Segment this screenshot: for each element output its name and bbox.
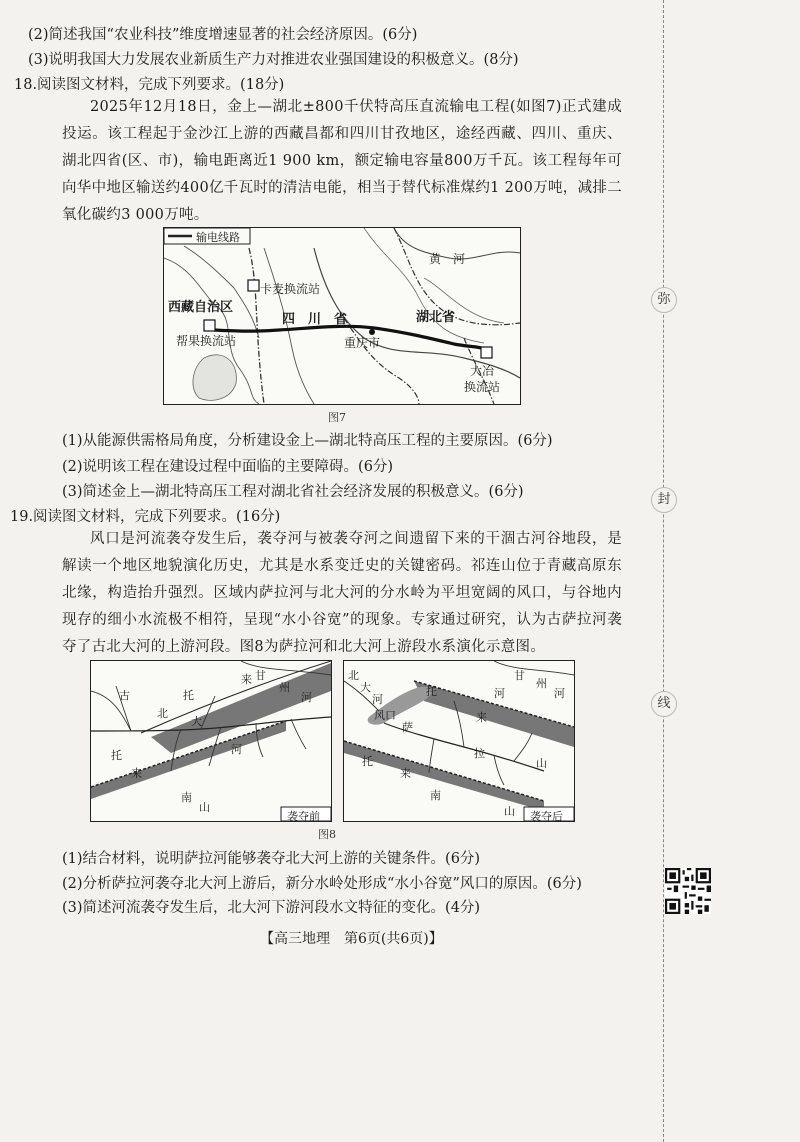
fig8r-fengkou: 风口 bbox=[374, 709, 396, 722]
q19-sub2: (2)分析萨拉河袭夺北大河上游后，新分水岭处形成“水小谷宽”风口的原因。(6分) bbox=[62, 876, 582, 892]
q18-sub1: (1)从能源供需格局角度，分析建设金上—湖北特高压工程的主要原因。(6分) bbox=[62, 433, 553, 449]
qr-code-icon bbox=[665, 868, 711, 914]
fig8r-tuo: 托 bbox=[426, 685, 437, 698]
fig8r-da: 大 bbox=[360, 681, 371, 694]
fig8-before-drawing bbox=[91, 661, 331, 821]
seal-char-feng: 封 bbox=[651, 487, 677, 513]
fig8r-he-bei: 河 bbox=[372, 693, 383, 706]
fig8l-ganzhou-2: 州 bbox=[279, 681, 290, 694]
map-label-kamai: 卡麦换流站 bbox=[260, 282, 321, 296]
fig8r-lai-low: 来 bbox=[400, 767, 411, 780]
q18-sub2: (2)说明该工程在建设过程中面临的主要障碍。(6分) bbox=[62, 459, 394, 475]
fig8r-lai: 来 bbox=[476, 711, 487, 724]
fig8r-shan: 山 bbox=[536, 757, 547, 770]
figure-8-after bbox=[343, 660, 575, 822]
q18-heading: 18.阅读图文材料，完成下列要求。(18分) bbox=[14, 77, 285, 93]
q19-sub3: (3)简述河流袭夺发生后，北大河下游河段水文特征的变化。(4分) bbox=[62, 900, 481, 916]
map-label-bangguo: 帮果换流站 bbox=[176, 334, 237, 348]
fig8l-nan: 南 bbox=[181, 791, 192, 804]
fig8r-nan: 南 bbox=[430, 789, 441, 802]
q18-paragraph: 2025年12月18日，金上—湖北±800千伏特高压直流输电工程(如图7)正式建成投运。该工程起于金沙江上游的西藏昌都和四川甘孜地区，途经西藏、四川、重庆、湖北四省(区、市)，输电距离近1 900 km，额定输电容量800万千瓦。该工程每年可向华中地区输送约400亿千瓦时的清洁电能，相当于替代标准煤约1 200万吨，减排二氧化碳约3 000万吨。 bbox=[62, 99, 622, 223]
fig8l-tuo: 托 bbox=[183, 689, 194, 702]
fig8l-tuo-low: 托 bbox=[111, 749, 122, 762]
map-label-tibet: 西藏自治区 bbox=[168, 300, 234, 315]
fig8r-tuo-low: 托 bbox=[362, 755, 373, 768]
seal-char-mi: 弥 bbox=[651, 287, 677, 313]
fig8l-ganzhou-3: 河 bbox=[301, 691, 312, 704]
fig8l-lai: 来 bbox=[241, 673, 252, 686]
q19-heading: 19.阅读图文材料，完成下列要求。(16分) bbox=[10, 509, 281, 525]
fig8r-ganzhou-3: 河 bbox=[554, 687, 565, 700]
map-legend-label: 输电线路 bbox=[196, 231, 240, 244]
fig8r-ganzhou-2: 州 bbox=[536, 677, 547, 690]
fig8l-lai-low: 来 bbox=[131, 767, 142, 780]
figure-7-map bbox=[163, 227, 521, 405]
map-label-chongqing: 重庆市 bbox=[344, 336, 381, 350]
map-label-yellow-river: 黄 河 bbox=[429, 252, 466, 266]
fig8r-sa: 萨 bbox=[402, 721, 413, 734]
map-label-daye-station: 换流站 bbox=[464, 380, 501, 394]
seal-char-xian: 线 bbox=[651, 691, 677, 717]
fig8l-tag: 袭夺前 bbox=[287, 810, 320, 823]
figure-8-before bbox=[90, 660, 332, 822]
fig8r-shan-low: 山 bbox=[504, 805, 515, 818]
q19-sub1: (1)结合材料，说明萨拉河能够袭夺北大河上游的关键条件。(6分) bbox=[62, 851, 481, 867]
page-footer: 【高三地理 第6页(共6页)】 bbox=[260, 931, 443, 947]
q18-sub3: (3)简述金上—湖北特高压工程对湖北省社会经济发展的积极意义。(6分) bbox=[62, 484, 524, 500]
fig8l-bei: 北 bbox=[157, 707, 168, 720]
q19-paragraph: 风口是河流袭夺发生后，袭夺河与被袭夺河之间遗留下来的干涸古河谷地段，是解读一个地区地貌演化历史，尤其是水系变迁史的关键密码。祁连山位于青藏高原东北缘，构造抬升强烈。区域内萨拉河与北大河的分水岭为平坦宽阔的风口，与谷地内现存的细小水流极不相符，呈现“水小谷宽”的现象。专家通过研究，认为古萨拉河袭夺了古北大河的上游河段。图8为萨拉河和北大河上游段水系演化示意图。 bbox=[62, 531, 622, 655]
fig8l-gu: 古 bbox=[119, 689, 130, 702]
figure-7-caption: 图7 bbox=[328, 411, 346, 424]
fig8r-tag: 袭夺后 bbox=[530, 810, 563, 823]
fig8r-ganzhou-1: 甘 bbox=[514, 669, 525, 682]
q17-sub3: (3)说明我国大力发展农业新质生产力对推进农业强国建设的积极意义。(8分) bbox=[28, 52, 519, 68]
map-label-hubei: 湖北省 bbox=[416, 310, 456, 325]
fig8l-da: 大 bbox=[191, 715, 202, 728]
map-label-sichuan: 四 川 省 bbox=[282, 312, 348, 327]
map-label-daye: 大冶 bbox=[470, 364, 495, 378]
figure-8-caption: 图8 bbox=[318, 828, 336, 841]
fig8l-shan: 山 bbox=[199, 801, 210, 814]
fig8r-bei: 北 bbox=[348, 669, 359, 682]
q17-sub2: (2)简述我国“农业科技”维度增速显著的社会经济原因。(6分) bbox=[28, 27, 418, 43]
fig8l-ganzhou-1: 甘 bbox=[255, 669, 266, 682]
fig8r-la: 拉 bbox=[474, 747, 485, 760]
fig8l-he: 河 bbox=[231, 743, 242, 756]
seal-line bbox=[663, 0, 664, 1142]
fig8r-he: 河 bbox=[494, 687, 505, 700]
